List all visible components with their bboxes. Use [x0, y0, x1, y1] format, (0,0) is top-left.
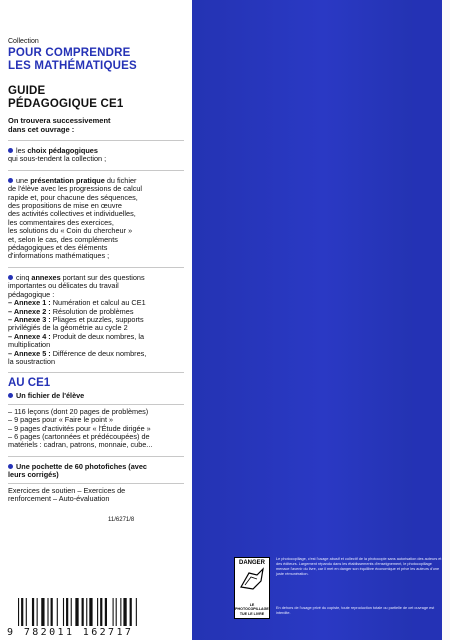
divider [8, 170, 184, 171]
annexe-1: – Annexe 1 : Numération et calcul au CE1 [8, 298, 146, 308]
series-title-line-1: POUR COMPRENDRE [8, 47, 131, 59]
barcode-bar [89, 598, 92, 626]
collection-label: Collection [8, 38, 39, 45]
intro-line-1: On trouvera successivement [8, 116, 111, 125]
bullet-dot-icon [8, 275, 13, 280]
bullet-choix-pedagogiques: les choix pédagogiques qui sous-tendent la collection ; [8, 146, 107, 164]
intro-line-2: dans cet ouvrage : [8, 125, 75, 134]
barcode-bar [123, 598, 126, 626]
guide-title [8, 85, 192, 111]
barcode-bar [18, 598, 19, 626]
barcode-bar [26, 598, 27, 626]
annexe-4: – Annexe 4 : Produit de deux nombres, la [8, 331, 145, 341]
danger-photocopillage-logo: DANGER LE PHOTOCOPILLAGE TUE LE LIVRE [234, 557, 270, 619]
barcode-bar [41, 598, 44, 626]
bullet-dot-icon [8, 393, 13, 398]
annexe-5: – Annexe 5 : Différence de deux nombres, [8, 348, 147, 358]
annexe-2: – Annexe 2 : Résolution de problèmes [8, 306, 134, 316]
product-code: 11/6271/8 [108, 517, 135, 524]
divider [8, 456, 184, 457]
barcode-bar [21, 598, 23, 626]
barcode-bar [71, 598, 72, 626]
barcode-bar [82, 598, 84, 626]
guide-title-line-1: GUIDE [8, 85, 46, 97]
guide-title-line-2: PÉDAGOGIQUE CE1 [8, 98, 124, 110]
bullet-annexes: cinq annexes portant sur des questions importantes ou délicates du travail pédagogique : – Annexe 1 : Numération et calcul au CE1 – Annexe 2 : Résolution de problèmes – Annexe 3 : Pliages et puzzles, supports privilégiés de la géométrie au cycle 2 – Annexe 4 : Produit de deux nombres, la multiplication – Annexe 5 : Différence de deux nombres, la soustraction [8, 274, 192, 366]
annexe-3: – Annexe 3 : Pliages et puzzles, supports [8, 314, 144, 324]
cover-edge [442, 0, 450, 640]
fichier-eleve: Un fichier de l'élève – 116 leçons (dont 20 pages de problèmes) – 9 pages pour « Faire le point » – 9 pages d'activités pour « l'Étude dirigée » – 6 pages (cartonnées et prédécoupées) de matériels : cadran, patrons, monnaie, cube... [8, 392, 192, 449]
bullet-dot-icon [8, 178, 13, 183]
barcode-bar [75, 598, 78, 626]
reproduction-legal-text: En dehors de l'usage privé du copiste, toute reproduction totale ou partielle de cet ouvrage est interdite. [276, 606, 435, 615]
barcode-bar [100, 598, 102, 626]
cover-color-panel [192, 0, 450, 640]
cover-gradient [192, 0, 412, 640]
barcode-bar [120, 598, 121, 626]
series-title [8, 47, 192, 73]
barcode-bar [47, 598, 48, 626]
book-icon [235, 567, 269, 593]
barcode-bar [51, 598, 53, 626]
barcode-bar [63, 598, 64, 626]
barcode-bar [97, 598, 98, 626]
series-title-line-2: LES MATHÉMATIQUES [8, 60, 137, 72]
barcode-bar [105, 598, 107, 626]
back-cover-text-column [0, 0, 192, 640]
divider [8, 267, 184, 268]
barcode-bar [116, 598, 117, 626]
bullet-presentation-pratique: une présentation pratique du fichier de l'élève avec les progressions de calcul rapide et, pour chacune des séquences, des propositions de mise en œuvre des activités collectives et individuelles, les commentaires des exercices, les solutions du « Coin du chercheur » et, selon le cas, des compléments pédagogiques et des éléments d'informations mathématiques ; [8, 175, 143, 261]
barcode-bar [66, 598, 68, 626]
barcode-bar [86, 598, 87, 626]
divider [8, 140, 184, 141]
au-ce1-title: AU CE1 [8, 377, 51, 390]
barcode-bar [130, 598, 132, 626]
divider [8, 372, 184, 373]
barcode-bar [37, 598, 38, 626]
isbn-number: 9 782011 162717 [7, 627, 134, 638]
pochette-photofiches: Une pochette de 60 photofiches (avec leurs corrigés) Exercices de soutien – Exercices de renforcement – Auto-évaluation [8, 463, 192, 504]
divider [8, 404, 184, 405]
divider [8, 483, 184, 484]
barcode-bar [113, 598, 114, 626]
barcode-bar [32, 598, 34, 626]
bullet-dot-icon [8, 464, 13, 469]
photocopillage-legal-text: Le photocopillage, c'est l'usage abusif et collectif de la photocopie sans autorisation des auteurs et des éditeurs. Largement répandu dans les établissements d'enseignement, le photocopillage menace l'avenir du livre, car il met en danger son équilibre économique et prive les auteurs d'une juste rémunération. [276, 557, 442, 576]
bullet-dot-icon [8, 148, 13, 153]
barcode-bar [136, 598, 137, 626]
intro-text [8, 116, 192, 134]
barcode-bar [57, 598, 58, 626]
